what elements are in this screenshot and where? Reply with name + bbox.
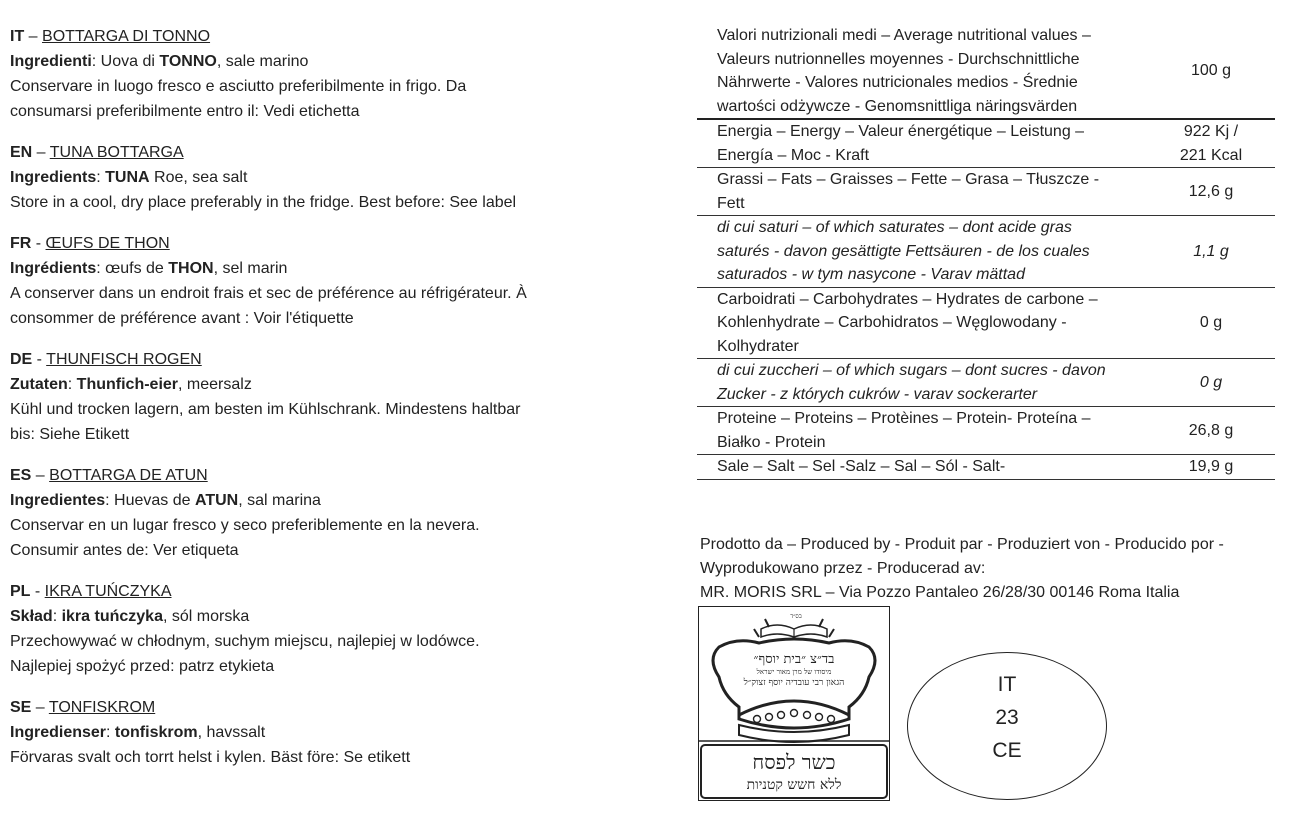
language-code: IT	[10, 28, 25, 45]
ingredients-main: THON	[168, 260, 214, 277]
storage-line: Conservar en un lugar fresco y seco preferiblemente en la nevera.	[10, 517, 480, 534]
ingredients-main: TUNA	[105, 169, 150, 186]
ingredients-label: Ingredienti	[10, 53, 92, 70]
ingredients-text: : œufs de	[96, 260, 169, 277]
section-heading: FR - ŒUFS DE THON	[10, 235, 170, 252]
producer-line: MR. MORIS SRL – Via Pozzo Pantaleo 26/28/30 00146 Roma Italia	[700, 584, 1180, 601]
health-mark-line: IT	[997, 673, 1017, 696]
ingredients-text: , meersalz	[178, 376, 252, 393]
producer-info	[700, 533, 1290, 605]
nutrient-value-line: 12,6 g	[1188, 182, 1234, 200]
product-title: BOTTARGA DE ATUN	[49, 467, 208, 484]
health-mark-line: 23	[995, 706, 1019, 729]
language-section	[10, 231, 650, 331]
nutrient-label	[697, 407, 1147, 455]
ingredients-text: :	[106, 724, 115, 741]
nutrition-row	[697, 119, 1275, 168]
language-sections	[10, 24, 650, 786]
language-code: FR	[10, 235, 32, 252]
stamp-note: ללא חשש קטניות	[746, 777, 842, 793]
ingredients-line	[10, 604, 650, 629]
producer-line: Wyprodukowano przez - Producerad av:	[700, 560, 986, 577]
nutrient-value	[1147, 455, 1275, 480]
ingredients-line	[10, 49, 650, 74]
nutrition-header-line: Valori nutrizionali medi – Average nutritional values –	[717, 27, 1091, 44]
kosher-stamp	[698, 606, 890, 801]
nutrient-value-line: 221 Kcal	[1179, 146, 1243, 164]
ingredients-text: , sól morska	[162, 608, 250, 625]
ingredients-main: TONNO	[159, 53, 217, 70]
nutrition-row	[697, 287, 1275, 359]
ingredients-text: :	[52, 608, 62, 625]
nutrient-label	[697, 359, 1147, 407]
nutrition-row	[697, 216, 1275, 288]
nutrient-label-line: Sale – Salt – Sel -Salz – Sal – Sól - Salt-	[717, 458, 1006, 475]
nutrient-value	[1147, 119, 1275, 168]
nutrition-row	[697, 359, 1275, 407]
ingredients-text: :	[96, 169, 106, 186]
nutrition-header-line: wartości odżywcze - Genomsnittliga näringsvärden	[717, 97, 1078, 115]
nutrient-label-line: Carboidrati – Carbohydrates – Hydrates de carbone –	[717, 290, 1098, 308]
language-code: SE	[10, 699, 32, 716]
nutrient-label	[697, 119, 1147, 168]
ingredients-line	[10, 720, 650, 745]
nutrient-label	[697, 216, 1147, 288]
nutrient-label-line: Kohlenhydrate – Carbohidratos – Węglowodany -	[717, 314, 1067, 331]
nutrition-table	[697, 24, 1275, 480]
nutrient-label	[697, 287, 1147, 359]
ingredients-line	[10, 372, 650, 397]
language-code: EN	[10, 144, 33, 161]
storage-line: consommer de préférence avant : Voir l'étiquette	[10, 310, 354, 327]
storage-line: consumarsi preferibilmente entro il: Vedi etichetta	[10, 103, 360, 120]
storage-line: Store in a cool, dry place preferably in the fridge. Best before: See label	[10, 194, 517, 211]
section-heading: ES – BOTTARGA DE ATUN	[10, 467, 208, 484]
storage-line: Conservare in luogo fresco e asciutto preferibilmente in frigo. Da	[10, 78, 467, 95]
section-heading: EN – TUNA BOTTARGA	[10, 144, 184, 161]
ingredients-text: , sal marina	[238, 492, 321, 509]
language-section	[10, 463, 650, 563]
nutrient-value-line: 1,1 g	[1193, 242, 1229, 260]
nutrient-label-line: di cui saturi – of which saturates – dont acide gras	[717, 219, 1072, 236]
nutrient-label-line: Proteine – Proteins – Protèines – Protein- Proteína –	[717, 410, 1091, 427]
storage-line: Kühl und trocken lagern, am besten im Kühlschrank. Mindestens haltbar	[10, 401, 521, 418]
ingredients-label: Ingredientes	[10, 492, 106, 509]
section-heading: PL - IKRA TUŃCZYKA	[10, 583, 172, 600]
nutrition-header-line: Valeurs nutrionnelles moyennes - Durchschnittliche	[717, 50, 1080, 68]
nutrient-label-line: saturés - davon gesättigte Fettsäuren - de los cuales	[717, 242, 1090, 260]
ingredients-text: : Huevas de	[105, 492, 195, 509]
nutrient-value	[1147, 287, 1275, 359]
health-mark-line: CE	[992, 739, 1022, 762]
ingredients-text: , havssalt	[197, 724, 266, 741]
nutrition-header	[697, 24, 1147, 119]
section-heading: IT – BOTTARGA DI TONNO	[10, 28, 211, 45]
nutrient-label-line: saturados - w tym nasycone - Varav mättad	[717, 266, 1025, 283]
storage-line: Przechowywać w chłodnym, suchym miejscu, najlepiej w lodówce.	[10, 633, 480, 650]
nutrition-per: 100 g	[1147, 24, 1275, 119]
nutrient-label-line: Białko - Protein	[717, 433, 826, 451]
ingredients-text: :	[67, 376, 77, 393]
storage-line: Consumir antes de: Ver etiqueta	[10, 542, 239, 559]
ingredients-main: Thunfich-eier	[76, 376, 179, 393]
nutrient-label-line: Grassi – Fats – Graisses – Fette – Grasa – Tłuszcze -	[717, 171, 1100, 188]
nutrient-label-line: Energia – Energy – Valeur énergétique – Leistung –	[717, 123, 1085, 140]
stamp-line-1: בד״צ ״בית יוסף״	[753, 652, 835, 667]
section-heading: DE - THUNFISCH ROGEN	[10, 351, 202, 368]
nutrient-label-line: Zucker - z których cukrów - varav sockerarter	[717, 385, 1038, 403]
nutrient-value	[1147, 216, 1275, 288]
nutrition-row	[697, 407, 1275, 455]
nutrient-label	[697, 455, 1147, 480]
nutrient-value-line: 26,8 g	[1188, 421, 1234, 439]
ingredients-main: ikra tuńczyka	[61, 608, 163, 625]
storage-line: Förvaras svalt och torrt helst i kylen. Bäst före: Se etikett	[10, 749, 411, 766]
product-title: THUNFISCH ROGEN	[46, 351, 202, 368]
ingredients-text: : Uova di	[91, 53, 160, 70]
nutrient-label-line: Energía – Moc - Kraft	[717, 146, 870, 164]
ingredients-label: Ingredients	[10, 169, 97, 186]
nutrient-value-line: 19,9 g	[1188, 458, 1234, 475]
nutrient-label-line: Fett	[717, 194, 745, 212]
nutrient-value	[1147, 168, 1275, 216]
language-code: ES	[10, 467, 32, 484]
language-code: PL	[10, 583, 31, 600]
ingredients-text: Roe, sea salt	[149, 169, 248, 186]
nutrient-value	[1147, 359, 1275, 407]
ingredients-main: ATUN	[194, 492, 239, 509]
product-title: TONFISKROM	[48, 699, 156, 716]
ingredients-label: Ingredienser	[10, 724, 107, 741]
ingredients-label: Zutaten	[10, 376, 68, 393]
storage-line: A conserver dans un endroit frais et sec de préférence au réfrigérateur. À	[10, 285, 527, 302]
language-section	[10, 347, 650, 447]
product-title: IKRA TUŃCZYKA	[44, 583, 172, 600]
nutrient-value-line: 0 g	[1199, 314, 1223, 331]
nutrition-header-line: Nährwerte - Valores nutricionales medios - Średnie	[717, 74, 1078, 91]
nutrient-value-line: 0 g	[1199, 373, 1223, 391]
nutrient-label-line: Kolhydrater	[717, 337, 799, 355]
nutrition-header-row	[697, 24, 1275, 119]
ingredients-line	[10, 165, 650, 190]
product-title: ŒUFS DE THON	[45, 235, 170, 252]
stamp-line-2: מיסודו של מרן מאור ישראל	[756, 668, 832, 676]
product-title: TUNA BOTTARGA	[49, 144, 184, 161]
product-title: BOTTARGA DI TONNO	[42, 28, 211, 45]
language-section	[10, 24, 650, 124]
language-section	[10, 579, 650, 679]
ingredients-line	[10, 488, 650, 513]
ingredients-text: , sel marin	[213, 260, 288, 277]
storage-line: bis: Siehe Etikett	[10, 426, 130, 443]
language-section	[10, 140, 650, 215]
language-code: DE	[10, 351, 33, 368]
stamp-line-3: הגאון רבי עובדיה יוסף זצוק״ל	[743, 678, 845, 688]
section-heading: SE – TONFISKROM	[10, 699, 156, 716]
stamp-top-text: בס״ד	[790, 613, 802, 620]
ingredients-line	[10, 256, 650, 281]
health-mark-oval	[907, 652, 1107, 800]
stamp-passover: כשר לפסח	[752, 750, 836, 774]
ingredients-text: , sale marino	[216, 53, 309, 70]
ingredients-main: tonfiskrom	[114, 724, 198, 741]
nutrient-label-line: di cui zuccheri – of which sugars – dont sucres - davon	[717, 362, 1106, 379]
nutrient-value-line: 922 Kj /	[1183, 123, 1239, 140]
ingredients-label: Skład	[10, 608, 53, 625]
nutrition-row	[697, 168, 1275, 216]
producer-line: Prodotto da – Produced by - Produit par - Produziert von - Producido por -	[700, 536, 1224, 553]
language-section	[10, 695, 650, 770]
storage-line: Najlepiej spożyć przed: patrz etykieta	[10, 658, 275, 675]
nutrient-value	[1147, 407, 1275, 455]
nutrient-label	[697, 168, 1147, 216]
ingredients-label: Ingrédients	[10, 260, 97, 277]
nutrition-row	[697, 455, 1275, 480]
